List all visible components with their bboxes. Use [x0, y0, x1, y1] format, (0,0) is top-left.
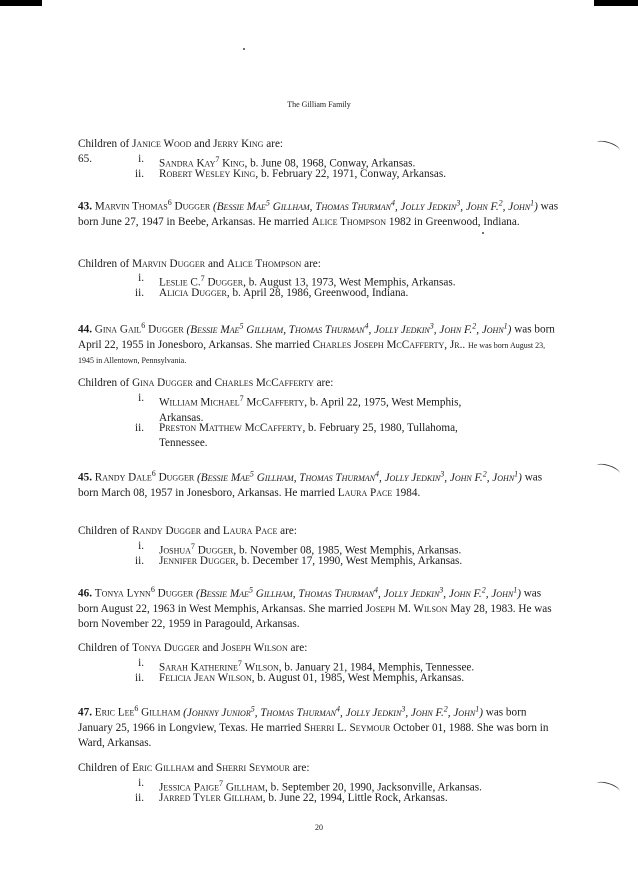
list-item: i. Joshua$^7$ Dugger, b. November 08, 1985, West Memphis, Arkansas.: [138, 540, 462, 557]
list-item: ii. Felicia Jean Wilson, b. August 01, 1985, West Memphis, Arkansas.: [134, 672, 465, 685]
list-item: i. Sarah Katherine$^7$ Wilson, b. January 21, 1984, Memphis, Tennessee.: [138, 657, 475, 674]
hole-punch-mark: [595, 462, 621, 478]
list-item: i. Jessica Paige$^7$ Gillham, b. September 20, 1990, Jacksonville, Arkansas.: [138, 777, 482, 794]
entry-46: 46. Tonya Lynn$^6$ Dugger (Bessie Mae$^5$ Gillham, Thomas Thurman$^4$, Jolly Jedkin$^3$, John F.$^2$, John$^1$) was born August 22, 1963 in West Memphis, Arkansas. She married Joseph M. Wilson May 28, 1983. He was born November 22, 1959 in Paragould, Arkansas.: [78, 585, 552, 631]
entry-43: 43. Marvin Thomas$^6$ Dugger (Bessie Mae$^5$ Gillham, Thomas Thurman$^4$, Jolly Jedkin$^3$, John F.$^2$, John$^1$) was born June 27, 1947 in Beebe, Arkansas. He married Alice Thompson 1982 in Greenwood, Indiana.: [78, 198, 559, 228]
list-item: ii. Jennifer Dugger, b. December 17, 1990, West Memphis, Arkansas.: [134, 555, 463, 568]
list-item: 65. i. Sandra Kay$^7$ King, b. June 08, 1968, Conway, Arkansas.: [78, 153, 416, 170]
entry-47: 47. Eric Lee$^6$ Gillham (Johnny Junior$^5$, Thomas Thurman$^4$, Jolly Jedkin$^3$, John F.$^2$, John$^1$) was born January 25, 1966 in Longview, Texas. He married Sherri L. Seymour October 01, 1988. She was born in Ward, Arkansas.: [78, 704, 549, 750]
entry-45: 45. Randy Dale$^6$ Dugger (Bessie Mae$^5$ Gillham, Thomas Thurman$^4$, Jolly Jedkin$^3$, John F.$^2$, John$^1$) was born March 08, 1957 in Jonesboro, Arkansas. He married Laura Pace 1984.: [78, 469, 543, 499]
list-item: ii. Preston Matthew McCafferty, b. February 25, 1980, Tullahoma, Tennessee.: [134, 422, 458, 450]
children-list-43: [0, 271, 638, 301]
children-intro-43: Children of Marvin Dugger and Alice Thompson are:: [78, 258, 321, 270]
children-list-46: [0, 656, 638, 686]
entry-number: 65.: [78, 153, 92, 165]
scan-speck: [482, 232, 484, 234]
children-list-45: [0, 539, 638, 569]
list-item: ii. Alicia Dugger, b. April 28, 1986, Greenwood, Indiana.: [134, 287, 409, 300]
list-item: i. Leslie C.$^7$ Dugger, b. August 13, 1973, West Memphis, Arkansas.: [138, 272, 456, 289]
children-intro-44: Children of Gina Dugger and Charles McCafferty are:: [78, 377, 334, 389]
children-intro-65: Children of Janice Wood and Jerry King are:: [78, 138, 284, 150]
page-number: 20: [315, 823, 323, 832]
entry-44: 44. Gina Gail$^6$ Dugger (Bessie Mae$^5$ Gillham, Thomas Thurman$^4$, Jolly Jedkin$^3$, John F.$^2$, John$^1$) was born April 22, 1955 in Jonesboro, Arkansas. She married Charles Joseph McCafferty, Jr.. He was born August 23, 1945 in Allentown, Pennsylvania.: [78, 321, 555, 366]
children-intro-46: Children of Tonya Dugger and Joseph Wilson are:: [78, 642, 308, 654]
list-item: i. William Michael$^7$ McCafferty, b. April 22, 1975, West Memphis, Arkansas.: [138, 392, 462, 424]
children-list-44: [0, 391, 638, 451]
scan-edge-mark-left: [0, 0, 42, 6]
page-header: The Gilliam Family: [287, 100, 351, 109]
children-intro-45: Children of Randy Dugger and Laura Pace are:: [78, 525, 297, 537]
scan-speck: [243, 48, 245, 50]
children-list-47: [0, 776, 638, 806]
list-item: ii. Robert Wesley King, b. February 22, 1971, Conway, Arkansas.: [134, 168, 447, 181]
children-list-65: [0, 152, 638, 182]
list-item: ii. Jarred Tyler Gillham, b. June 22, 1994, Little Rock, Arkansas.: [134, 792, 448, 805]
children-intro-47: Children of Eric Gillham and Sherri Seymour are:: [78, 762, 310, 774]
scan-edge-mark-right: [594, 0, 638, 6]
